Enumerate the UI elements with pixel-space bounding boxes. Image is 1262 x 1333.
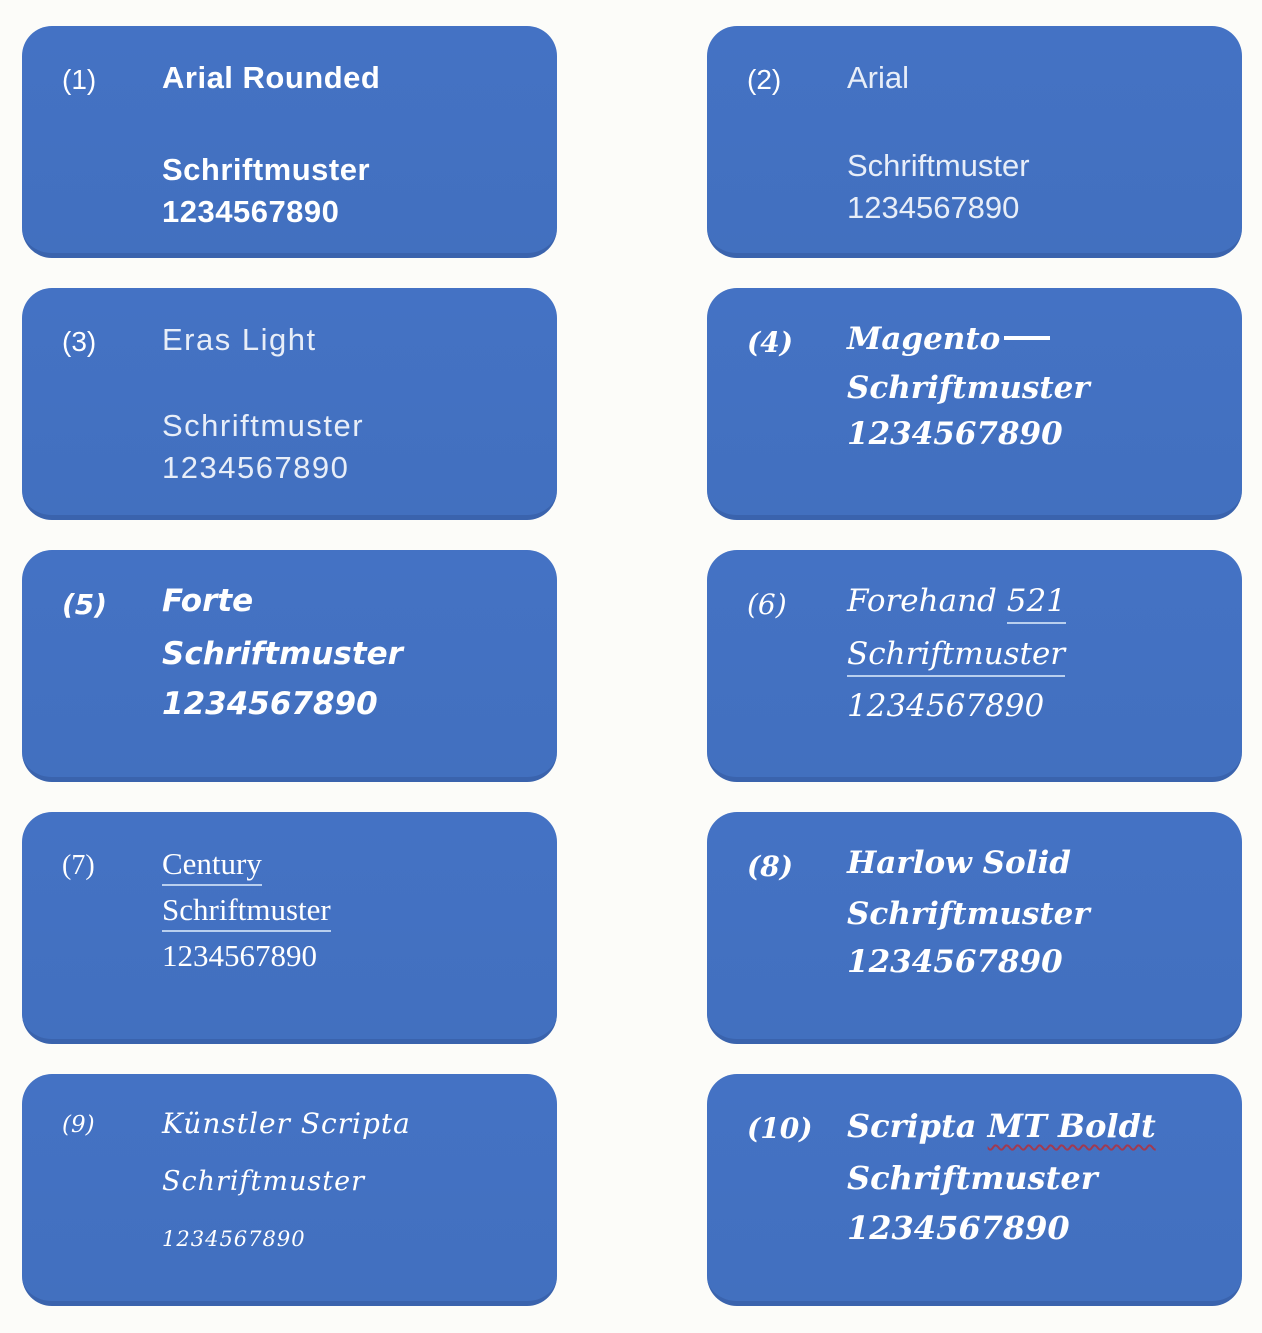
font-name-segment: Harlow Solid: [847, 845, 1071, 881]
font-name-segment: Arial Rounded: [162, 60, 381, 95]
card-content: [162, 322, 537, 495]
font-name-segment: Künstler Scripta: [162, 1107, 411, 1140]
sample-digits: 1234567890: [162, 1227, 306, 1252]
sample-text: [847, 370, 1222, 406]
card-number-label: (10): [747, 1112, 813, 1145]
card-number-label: (9): [62, 1112, 95, 1138]
sample-text: [162, 1166, 537, 1197]
card-content: [847, 60, 1222, 233]
card-number-label: (7): [62, 850, 95, 881]
card-content: [847, 1108, 1222, 1281]
card-content: [847, 846, 1222, 1019]
card-content: [847, 584, 1222, 757]
card-content: [162, 60, 537, 233]
sample-text-span: Schriftmuster: [847, 1158, 1098, 1197]
font-name-segment: Magento: [847, 321, 1001, 357]
card-number-label: (5): [62, 588, 108, 621]
font-name-label: [162, 1108, 537, 1140]
sample-text-span: Schriftmuster: [847, 369, 1090, 406]
font-name-segment: Eras Light: [162, 322, 317, 357]
font-sample-card: [22, 550, 557, 782]
sample-digits: 1234567890: [847, 1208, 1070, 1247]
sample-text: [162, 636, 537, 672]
font-sample-card: [22, 26, 557, 258]
font-name-segment: Century: [162, 846, 262, 886]
font-name-label: [162, 584, 537, 620]
card-content: [162, 584, 537, 757]
sample-text: [162, 408, 537, 444]
sample-digits: 1234567890: [847, 189, 1020, 225]
font-name-segment: 521: [1007, 583, 1066, 624]
font-name-label: [162, 322, 537, 358]
font-sample-card: [22, 1074, 557, 1306]
font-sample-card: [707, 550, 1242, 782]
font-name-segment: Scripta: [847, 1107, 988, 1145]
sample-digits: 1234567890: [847, 687, 1045, 724]
sample-digits: 1234567890: [162, 685, 378, 722]
font-sample-card: [707, 26, 1242, 258]
font-name-label: [847, 1108, 1222, 1145]
font-name-label: [162, 60, 537, 96]
card-content: [847, 322, 1222, 495]
font-name-label: [162, 846, 537, 882]
font-name-label: [847, 60, 1222, 96]
font-name-label: [847, 322, 1222, 358]
sample-text-span: Schriftmuster: [162, 1166, 365, 1198]
sample-text-span: Schriftmuster: [162, 407, 365, 443]
font-name-segment: Forte: [162, 583, 254, 619]
sample-text-span: Schriftmuster: [162, 635, 403, 672]
font-sample-card: [707, 288, 1242, 520]
card-number-label: (2): [747, 64, 782, 95]
font-card-grid: [22, 26, 1242, 1306]
sample-text-span: Schriftmuster: [847, 147, 1030, 183]
card-number-label: (4): [747, 326, 793, 359]
sample-digits: 1234567890: [162, 449, 350, 485]
font-sample-card: [707, 1074, 1242, 1306]
sample-digits: 1234567890: [847, 943, 1063, 980]
card-number-label: (1): [62, 64, 97, 95]
sample-digits: 1234567890: [162, 193, 340, 229]
font-name-label: [847, 846, 1222, 882]
sample-text: [847, 148, 1222, 184]
sample-text-span: Schriftmuster: [847, 895, 1090, 932]
card-number-label: (3): [62, 326, 97, 357]
sample-text-span: Schriftmuster: [847, 636, 1065, 677]
sample-text: [162, 152, 537, 188]
sample-text: [847, 896, 1222, 932]
card-content: [162, 846, 537, 1019]
font-name-segment: Forehand: [847, 583, 1007, 619]
sample-text: [162, 892, 537, 928]
sample-text: [847, 636, 1222, 672]
card-content: [162, 1108, 537, 1281]
sample-text: [847, 1159, 1222, 1197]
sample-text-span: Schriftmuster: [162, 892, 331, 932]
sample-digits: 1234567890: [162, 937, 317, 973]
font-sample-card: [22, 288, 557, 520]
font-name-segment: MT Boldt: [987, 1107, 1156, 1145]
font-name-segment: Arial: [847, 60, 910, 95]
sample-digits: 1234567890: [847, 415, 1063, 452]
card-number-label: (6): [747, 588, 787, 621]
card-number-label: (8): [747, 850, 793, 883]
font-sample-card: [22, 812, 557, 1044]
sample-text-span: Schriftmuster: [162, 151, 371, 187]
font-sample-card: [707, 812, 1242, 1044]
font-name-label: [847, 584, 1222, 620]
